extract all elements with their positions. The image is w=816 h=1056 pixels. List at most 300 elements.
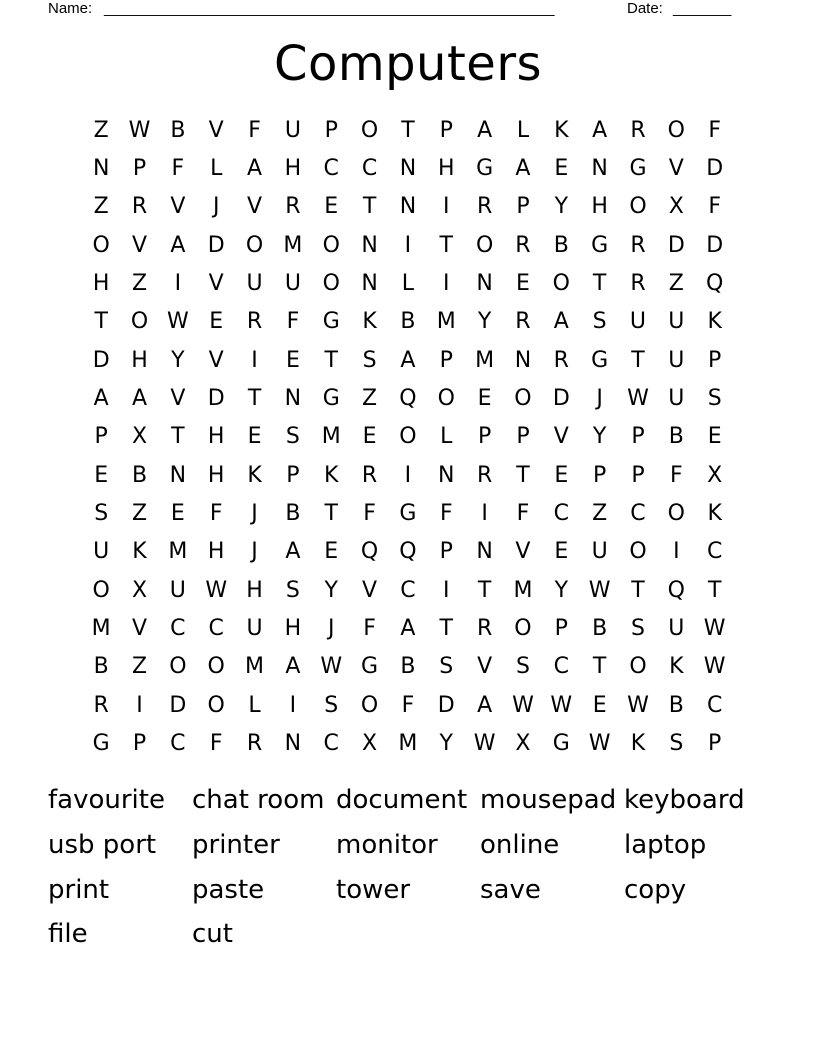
grid-letter: H (207, 539, 225, 565)
grid-letter: C (361, 156, 378, 182)
grid-letter: S (362, 347, 377, 373)
grid-letter: Q (399, 386, 417, 412)
date-label: Date: (627, 0, 663, 17)
grid-letter: W (588, 577, 611, 603)
grid-letter: G (322, 386, 340, 412)
grid-letter: M (168, 539, 188, 565)
grid-letter: A (592, 117, 608, 143)
grid-letter: U (668, 347, 685, 373)
grid-letter: P (324, 117, 338, 143)
grid-letter: F (363, 616, 376, 642)
grid-letter: I (481, 501, 488, 527)
grid-letter: T (516, 462, 530, 488)
grid-letter: F (209, 731, 223, 757)
grid-letter: N (591, 156, 608, 182)
word-bank-item: chat room (192, 785, 325, 816)
grid-letter: O (399, 424, 417, 450)
grid-letter: R (476, 616, 493, 642)
grid-letter: W (703, 654, 726, 680)
grid-letter: V (668, 156, 684, 182)
grid-letter: T (362, 194, 377, 220)
grid-row (82, 379, 734, 417)
word-bank-item: tower (336, 874, 411, 905)
grid-letter: C (553, 501, 569, 527)
grid-letter: S (285, 577, 300, 603)
grid-letter: J (596, 386, 603, 412)
grid-letter: O (629, 654, 647, 680)
grid-letter: F (209, 501, 223, 527)
grid-letter: A (515, 156, 531, 182)
grid-letter: Y (439, 731, 453, 757)
grid-row (82, 264, 734, 302)
grid-letter: K (362, 309, 377, 335)
grid-letter: W (128, 117, 151, 143)
grid-letter: R (285, 194, 301, 220)
grid-letter: A (247, 156, 263, 182)
grid-letter: S (515, 654, 530, 680)
grid-letter: T (324, 501, 338, 527)
grid-letter: O (207, 654, 225, 680)
grid-letter: O (629, 539, 647, 565)
word-bank-item: paste (192, 874, 265, 905)
grid-letter: H (284, 156, 302, 182)
grid-letter: A (131, 386, 148, 412)
grid-letter: P (631, 462, 645, 488)
grid-letter: O (437, 386, 455, 412)
grid-letter: V (131, 616, 148, 642)
grid-letter: K (707, 309, 722, 335)
grid-letter: Q (667, 577, 685, 603)
grid-letter: F (363, 501, 376, 527)
grid-letter: J (327, 616, 335, 642)
grid-letter: K (630, 731, 646, 757)
grid-letter: I (136, 692, 143, 718)
grid-letter: Z (131, 501, 148, 527)
grid-letter: W (473, 731, 496, 757)
grid-letter: I (174, 271, 182, 297)
grid-letter: N (514, 347, 532, 373)
grid-letter: T (401, 117, 415, 143)
grid-row (82, 648, 734, 686)
grid-letter: U (246, 616, 263, 642)
grid-letter: H (92, 271, 110, 297)
grid-row (82, 188, 734, 226)
grid-letter: D (92, 347, 110, 373)
grid-letter: P (554, 616, 568, 642)
grid-letter: L (440, 424, 453, 450)
grid-letter: F (516, 501, 530, 527)
grid-letter: K (132, 539, 147, 565)
grid-letter: K (707, 501, 722, 527)
grid-letter: E (209, 309, 224, 335)
word-bank-item: copy (624, 874, 687, 905)
grid-letter: O (207, 692, 225, 718)
grid-row (82, 341, 734, 379)
grid-letter: P (439, 347, 453, 373)
grid-letter: O (169, 654, 187, 680)
grid-letter: R (93, 692, 109, 718)
grid-letter: O (360, 117, 379, 143)
grid-letter: T (247, 386, 262, 412)
grid-letter: P (516, 194, 530, 220)
grid-letter: E (324, 539, 339, 565)
grid-letter: S (439, 654, 454, 680)
grid-letter: O (92, 577, 110, 603)
grid-letter: T (592, 654, 607, 680)
grid-letter: M (513, 577, 533, 603)
grid-letter: G (591, 232, 609, 258)
grid-letter: N (284, 386, 302, 412)
grid-letter: V (208, 117, 224, 143)
grid-letter: Y (477, 309, 492, 335)
grid-letter: D (207, 232, 225, 258)
page-title: Computers (273, 36, 543, 92)
grid-letter: W (320, 654, 343, 680)
grid-letter: Z (93, 194, 109, 220)
grid-letter: R (361, 462, 378, 488)
grid-letter: A (400, 347, 416, 373)
grid-letter: V (553, 424, 569, 450)
grid-letter: N (399, 194, 417, 220)
grid-letter: H (207, 462, 225, 488)
grid-letter: I (251, 347, 258, 373)
grid-letter: W (588, 731, 611, 757)
grid-letter: J (251, 539, 258, 565)
grid-letter: I (404, 462, 412, 488)
grid-letter: N (361, 232, 378, 258)
grid-letter: H (246, 577, 263, 603)
grid-letter: F (708, 194, 721, 220)
grid-letter: M (245, 654, 265, 680)
grid-letter: P (593, 462, 607, 488)
grid-letter: P (439, 117, 453, 143)
grid-letter: G (322, 309, 340, 335)
grid-letter: X (515, 731, 531, 757)
grid-letter: T (631, 577, 645, 603)
word-bank-item: online (480, 830, 560, 861)
grid-letter: N (476, 271, 493, 297)
grid-letter: F (171, 156, 185, 182)
grid-letter: V (131, 232, 148, 258)
grid-letter: T (439, 232, 453, 258)
grid-letter: O (552, 271, 570, 297)
grid-letter: B (400, 309, 416, 335)
grid-letter: K (669, 654, 684, 680)
grid-letter: C (323, 731, 339, 757)
grid-letter: E (94, 462, 109, 488)
grid-letter: N (399, 156, 417, 182)
grid-letter: E (324, 194, 339, 220)
grid-letter: P (708, 347, 722, 373)
grid-letter: D (169, 692, 187, 718)
grid-letter: S (669, 731, 684, 757)
grid-letter: L (210, 156, 223, 182)
grid-letter: A (477, 692, 493, 718)
grid-letter: C (630, 501, 646, 527)
grid-letter: S (592, 309, 607, 335)
grid-letter: W (512, 692, 534, 718)
grid-letter: O (245, 232, 264, 258)
grid-letter: E (554, 156, 569, 182)
grid-letter: Y (554, 194, 569, 220)
grid-letter: E (477, 386, 492, 412)
grid-letter: P (94, 424, 108, 450)
grid-letter: T (592, 271, 607, 297)
grid-letter: N (438, 462, 455, 488)
grid-letter: B (553, 232, 569, 258)
grid-letter: G (399, 501, 417, 527)
grid-letter: D (437, 692, 455, 718)
grid-letter: M (398, 731, 418, 757)
grid-letter: U (668, 616, 685, 642)
grid-letter: G (92, 731, 110, 757)
word-bank-row (48, 912, 768, 957)
grid-letter: Y (324, 577, 338, 603)
word-bank-item: cut (192, 919, 233, 950)
grid-letter: A (400, 616, 416, 642)
grid-row (82, 571, 734, 609)
word-bank-item: keyboard (624, 785, 745, 816)
grid-letter: L (401, 271, 415, 297)
grid-letter: O (514, 386, 532, 412)
grid-letter: V (208, 347, 224, 373)
grid-letter: M (321, 424, 341, 450)
grid-letter: U (591, 539, 608, 565)
grid-letter: V (208, 271, 224, 297)
grid-letter: F (286, 309, 300, 335)
grid-letter: R (476, 194, 493, 220)
grid-letter: R (630, 117, 646, 143)
grid-letter: Y (171, 347, 185, 373)
grid-letter: Z (362, 386, 378, 412)
grid-letter: N (92, 156, 110, 182)
grid-letter: B (285, 501, 301, 527)
grid-row (82, 303, 734, 341)
grid-letter: P (132, 156, 147, 182)
grid-letter: A (477, 117, 493, 143)
grid-letter: A (170, 232, 186, 258)
grid-letter: K (324, 462, 339, 488)
grid-letter: I (404, 232, 412, 258)
grid-letter: B (131, 462, 148, 488)
grid-letter: P (708, 731, 722, 757)
grid-letter: J (212, 194, 220, 220)
grid-letter: V (362, 577, 378, 603)
grid-letter: E (554, 539, 569, 565)
grid-letter: C (170, 731, 186, 757)
grid-letter: E (285, 347, 300, 373)
grid-row (82, 725, 734, 763)
grid-letter: F (401, 692, 415, 718)
grid-letter: M (283, 232, 303, 258)
grid-letter: V (247, 194, 263, 220)
grid-letter: M (475, 347, 495, 373)
grid-letter: Z (131, 271, 148, 297)
grid-letter: A (285, 654, 301, 680)
grid-letter: X (131, 424, 148, 450)
grid-letter: O (360, 692, 379, 718)
grid-letter: D (706, 156, 724, 182)
grid-letter: R (476, 462, 493, 488)
grid-letter: C (706, 539, 723, 565)
grid-letter: R (630, 271, 646, 297)
grid-row (82, 686, 734, 724)
grid-letter: S (707, 386, 722, 412)
grid-letter: R (515, 309, 531, 335)
word-bank-item: file (48, 919, 88, 950)
grid-letter: R (630, 232, 646, 258)
grid-letter: E (516, 271, 530, 297)
word-bank-item: mousepad (480, 785, 617, 816)
grid-letter: X (707, 462, 723, 488)
grid-letter: A (285, 539, 301, 565)
grid-row (82, 149, 734, 187)
grid-letter: W (627, 386, 649, 412)
grid-letter: A (553, 309, 569, 335)
grid-letter: Q (706, 271, 724, 297)
grid-letter: J (251, 501, 258, 527)
word-bank-item: document (336, 785, 468, 816)
grid-letter: N (284, 731, 302, 757)
name-blank-line: ______________________________________________________ (104, 0, 555, 17)
grid-letter: D (207, 386, 225, 412)
grid-letter: B (93, 654, 109, 680)
grid-letter: C (323, 156, 339, 182)
grid-letter: Q (399, 539, 417, 565)
grid-letter: S (285, 424, 300, 450)
grid-letter: U (169, 577, 186, 603)
word-bank-item: print (48, 874, 110, 905)
grid-letter: U (93, 539, 110, 565)
word-bank-row (48, 867, 768, 912)
grid-letter: F (439, 501, 453, 527)
grid-letter: H (591, 194, 608, 220)
grid-letter: R (246, 309, 263, 335)
grid-letter: I (673, 539, 680, 565)
grid-letter: I (289, 692, 297, 718)
word-bank (48, 778, 768, 957)
grid-letter: B (668, 692, 684, 718)
grid-letter: U (246, 271, 263, 297)
grid-letter: R (131, 194, 148, 220)
grid-letter: W (627, 692, 649, 718)
grid-letter: K (554, 117, 569, 143)
grid-letter: W (166, 309, 189, 335)
worksheet-header (48, 0, 748, 20)
grid-letter: O (667, 117, 685, 143)
grid-letter: O (629, 194, 647, 220)
grid-letter: T (94, 309, 108, 335)
grid-letter: N (476, 539, 493, 565)
grid-letter: V (170, 386, 186, 412)
word-bank-item: monitor (336, 830, 438, 861)
grid-letter: Z (592, 501, 608, 527)
grid-letter: Z (131, 654, 148, 680)
grid-letter: W (550, 692, 573, 718)
word-bank-item: laptop (624, 830, 707, 861)
grid-letter: C (170, 616, 186, 642)
grid-letter: A (93, 386, 109, 412)
grid-letter: U (629, 309, 647, 335)
grid-letter: T (324, 347, 338, 373)
grid-letter: B (170, 117, 186, 143)
grid-letter: I (443, 194, 450, 220)
grid-letter: U (284, 117, 301, 143)
grid-letter: C (208, 616, 224, 642)
grid-letter: P (631, 424, 645, 450)
grid-letter: D (706, 232, 724, 258)
grid-letter: C (400, 577, 416, 603)
grid-letter: F (708, 117, 721, 143)
word-bank-row (48, 823, 768, 868)
grid-letter: H (207, 424, 225, 450)
grid-letter: T (477, 577, 492, 603)
grid-letter: N (169, 462, 187, 488)
grid-letter: P (516, 424, 530, 450)
grid-letter: G (476, 156, 494, 182)
grid-letter: S (324, 692, 339, 718)
grid-letter: R (515, 232, 531, 258)
grid-letter: D (667, 232, 685, 258)
grid-letter: G (629, 156, 647, 182)
grid-letter: B (400, 654, 416, 680)
grid-letter: D (552, 386, 570, 412)
grid-letter: K (247, 462, 262, 488)
grid-letter: X (668, 194, 684, 220)
grid-letter: Y (554, 577, 569, 603)
grid-letter: T (439, 616, 453, 642)
grid-letter: L (516, 117, 530, 143)
grid-letter: I (443, 271, 450, 297)
grid-letter: G (552, 731, 570, 757)
grid-letter: R (553, 347, 569, 373)
grid-letter: U (284, 271, 301, 297)
grid-letter: E (247, 424, 262, 450)
grid-letter: T (707, 577, 722, 603)
grid-row (82, 456, 734, 494)
grid-letter: U (668, 309, 685, 335)
grid-letter: O (130, 309, 149, 335)
date-blank-line: _______ (673, 0, 732, 17)
grid-letter: B (668, 424, 684, 450)
grid-letter: T (631, 347, 645, 373)
grid-letter: N (361, 271, 378, 297)
grid-letter: P (286, 462, 300, 488)
grid-letter: H (437, 156, 455, 182)
name-label: Name: (48, 0, 93, 17)
grid-letter: F (248, 117, 261, 143)
grid-letter: X (131, 577, 148, 603)
grid-letter: Z (93, 117, 109, 143)
grid-row (82, 494, 734, 532)
word-bank-item: printer (192, 830, 280, 861)
grid-letter: M (436, 309, 456, 335)
grid-letter: E (707, 424, 722, 450)
grid-letter: V (515, 539, 531, 565)
grid-letter: P (132, 731, 147, 757)
word-bank-item: usb port (48, 830, 157, 861)
grid-row (82, 226, 734, 264)
grid-letter: O (475, 232, 494, 258)
grid-letter: P (439, 539, 453, 565)
grid-letter: H (284, 616, 302, 642)
word-bank-item: save (480, 874, 541, 905)
grid-letter: E (554, 462, 569, 488)
grid-letter: O (322, 232, 340, 258)
letter-grid (82, 111, 734, 763)
grid-letter: W (205, 577, 228, 603)
grid-letter: X (362, 731, 378, 757)
